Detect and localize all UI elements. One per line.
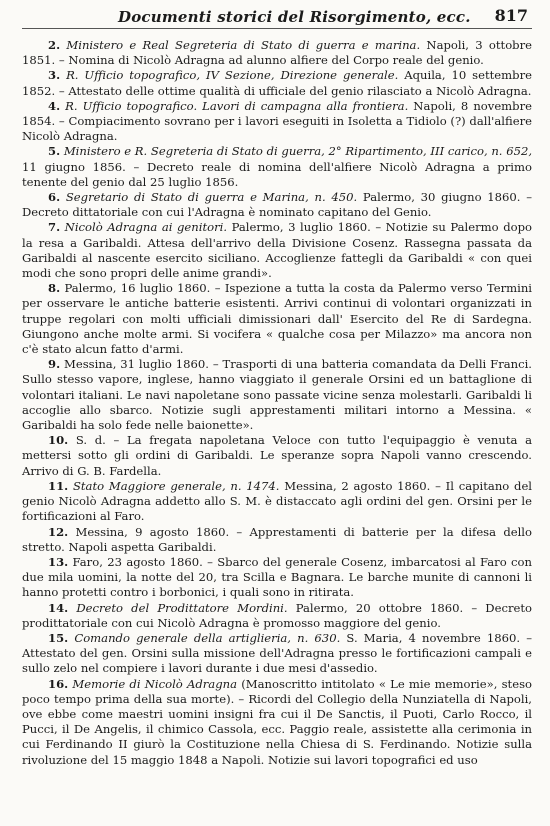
entry-number: 15. bbox=[48, 630, 69, 645]
entry-number: 14. bbox=[48, 600, 69, 615]
document-entries bbox=[22, 38, 532, 768]
document-entry bbox=[22, 433, 532, 479]
entry-source: R. Ufficio topografico. Lavori di campagna alla frontiera. bbox=[65, 98, 409, 113]
document-entry bbox=[22, 68, 532, 98]
document-entry bbox=[22, 281, 532, 357]
entry-source: R. Ufficio topografico, IV Sezione, Direzione generale. bbox=[66, 68, 399, 83]
document-entry bbox=[22, 99, 532, 145]
entry-number: 13. bbox=[48, 554, 69, 569]
running-title: Documenti storici del Risorgimento, ecc. bbox=[118, 8, 471, 26]
entry-number: 2. bbox=[48, 38, 61, 52]
entry-source: Segretario di Stato di guerra e Marina, n. 450. bbox=[65, 190, 358, 205]
entry-number: 8. bbox=[48, 281, 61, 296]
entry-text: Palermo, 16 luglio 1860. – Ispezione a tutta la costa da Palermo verso Termini per osservare le antiche batterie esistenti. Arrivi continui di volontari organizzati in truppe regolari con molti ufficiali dimissionari dall' Esercito del Re di Sardegna. Giungono anche molte armi. Si vocifera « qualche cosa per Milazzo» ma ancora non c'è stato alcun fatto d'armi. bbox=[22, 281, 532, 357]
entry-number: 9. bbox=[48, 357, 61, 372]
entry-source: Nicolò Adragna ai genitori. bbox=[64, 220, 228, 235]
entry-text: S. Maria, 4 novembre 1860. – Attestato del gen. Orsini sulla missione dell'Adragna presso le fortificazioni campali e sullo zelo nel compiere i lavori durante i due mesi d'assedio. bbox=[22, 630, 533, 676]
document-entry bbox=[22, 479, 532, 525]
entry-text: Faro, 23 agosto 1860. – Sbarco del generale Cosenz, imbarcatosi al Faro con due mila uomini, la notte del 20, tra Scilla e Bagnara. Le barche munite di cannoni li hanno protetti contro i borbonici, i quali sono in ritirata. bbox=[22, 554, 532, 600]
entry-number: 6. bbox=[48, 190, 61, 205]
entry-text: S. d. – La fregata napoletana Veloce con tutto l'equipaggio è venuta a mettersi sotto gli ordini di Garibaldi. Le speranze sopra Napoli vanno crescendo. Arrivo di G. B. Fardella. bbox=[22, 433, 532, 478]
page-number: 817 bbox=[494, 6, 528, 25]
document-entry bbox=[22, 525, 532, 555]
entry-source: Stato Maggiore generale, n. 1474. bbox=[72, 478, 280, 493]
document-entry bbox=[22, 555, 532, 601]
entry-source: Ministero e Real Segreteria di Stato di guerra e marina. bbox=[66, 38, 421, 52]
document-entry bbox=[22, 357, 532, 433]
document-entry bbox=[22, 190, 532, 220]
page-header bbox=[22, 6, 532, 29]
entry-text: Napoli, 3 ottobre 1851. – Nomina di Nicolò Adragna ad alunno alfiere del Corpo reale del genio. bbox=[22, 38, 532, 68]
entry-number: 11. bbox=[48, 478, 69, 493]
entry-text: Napoli, 8 novembre 1854. – Compiacimento sovrano per i lavori eseguiti in Isoletta a Tidiolo (?) dall'alfiere Nicolò Adragna. bbox=[22, 98, 532, 144]
entry-text: Palermo, 20 ottobre 1860. – Decreto prodittatoriale con cui Nicolò Adragna è promosso maggiore del genio. bbox=[22, 600, 532, 630]
entry-source: Memorie di Nicolò Adragna bbox=[72, 676, 238, 691]
document-entry bbox=[22, 144, 532, 190]
document-entry bbox=[22, 677, 532, 768]
document-entry bbox=[22, 38, 532, 68]
entry-number: 10. bbox=[48, 433, 69, 448]
entry-number: 16. bbox=[48, 676, 69, 691]
entry-text: Aquila, 10 settembre 1852. – Attestato delle ottime qualità di ufficiale del genio rilasciato a Nicolò Adragna. bbox=[22, 68, 532, 98]
entry-source: Comando generale della artiglieria, n. 630. bbox=[74, 630, 341, 645]
entry-number: 7. bbox=[48, 220, 61, 235]
entry-text: Palermo, 30 giugno 1860. – Decreto dittatoriale con cui l'Adragna è nominato capitano del Genio. bbox=[22, 190, 532, 220]
entry-text: Palermo, 3 luglio 1860. – Notizie su Palermo dopo la resa a Garibaldi. Attesa dell'arrivo della Divisione Cosenz. Rassegna passata da Garibaldi al nascente esercito siciliano. Accoglienze fattegli da Garibaldi « con quei modi che sono propri delle anime grandi». bbox=[22, 220, 532, 281]
entry-text: Messina, 2 agosto 1860. – Il capitano del genio Nicolò Adragna addetto allo S. M. è distaccato agli ordini del gen. Orsini per le fortificazioni al Faro. bbox=[22, 478, 533, 524]
entry-number: 5. bbox=[48, 144, 61, 159]
document-entry bbox=[22, 631, 532, 677]
entry-source: Decreto del Prodittatore Mordini. bbox=[76, 600, 288, 615]
entry-number: 4. bbox=[48, 98, 61, 113]
document-entry bbox=[22, 220, 532, 281]
entry-text: (Manoscritto intitolato « Le mie memorie», steso poco tempo prima della sua morte). – Ricordi del Collegio della Nunziatella di Napoli, ove ebbe come maestri uomini insigni fra cui il De Sanctis, il Puoti, Carlo Rocco, il Pucci, il De Angelis, il chimico Cassola, ecc. Paggio reale, assistette alla cerimonia in cui Ferdinando II giurò la Costituzione nella Chiesa di S. Ferdinando. Notizie sulla rivoluzione del 15 maggio 1848 a Napoli. Notizie sui lavori topografici ed uso bbox=[22, 676, 532, 767]
entry-source: Ministero e R. Segreteria di Stato di guerra, 2° Ripartimento, III carico, n. 652, bbox=[63, 144, 533, 159]
entry-text: 11 giugno 1856. – Decreto reale di nomina dell'alfiere Nicolò Adragna a primo tenente del genio dal 25 luglio 1856. bbox=[22, 159, 532, 189]
entry-text: Messina, 9 agosto 1860. – Apprestamenti di batterie per la difesa dello stretto. Napoli aspetta Garibaldi. bbox=[22, 524, 532, 554]
entry-text: Messina, 31 luglio 1860. – Trasporti di una batteria comandata da Delli Franci. Sullo stesso vapore, inglese, hanno viaggiato il generale Orsini ed un battaglione di volontari italiani. Le navi napoletane sono passate vicine senza molestarli. Garibaldi li accoglie allo sbarco. Notizie sugli apprestamenti militari intorno a Messina. « Garibaldi ha solo fede nelle baionette». bbox=[22, 357, 532, 433]
document-entry bbox=[22, 601, 532, 631]
entry-number: 3. bbox=[48, 68, 61, 83]
entry-number: 12. bbox=[48, 524, 69, 539]
